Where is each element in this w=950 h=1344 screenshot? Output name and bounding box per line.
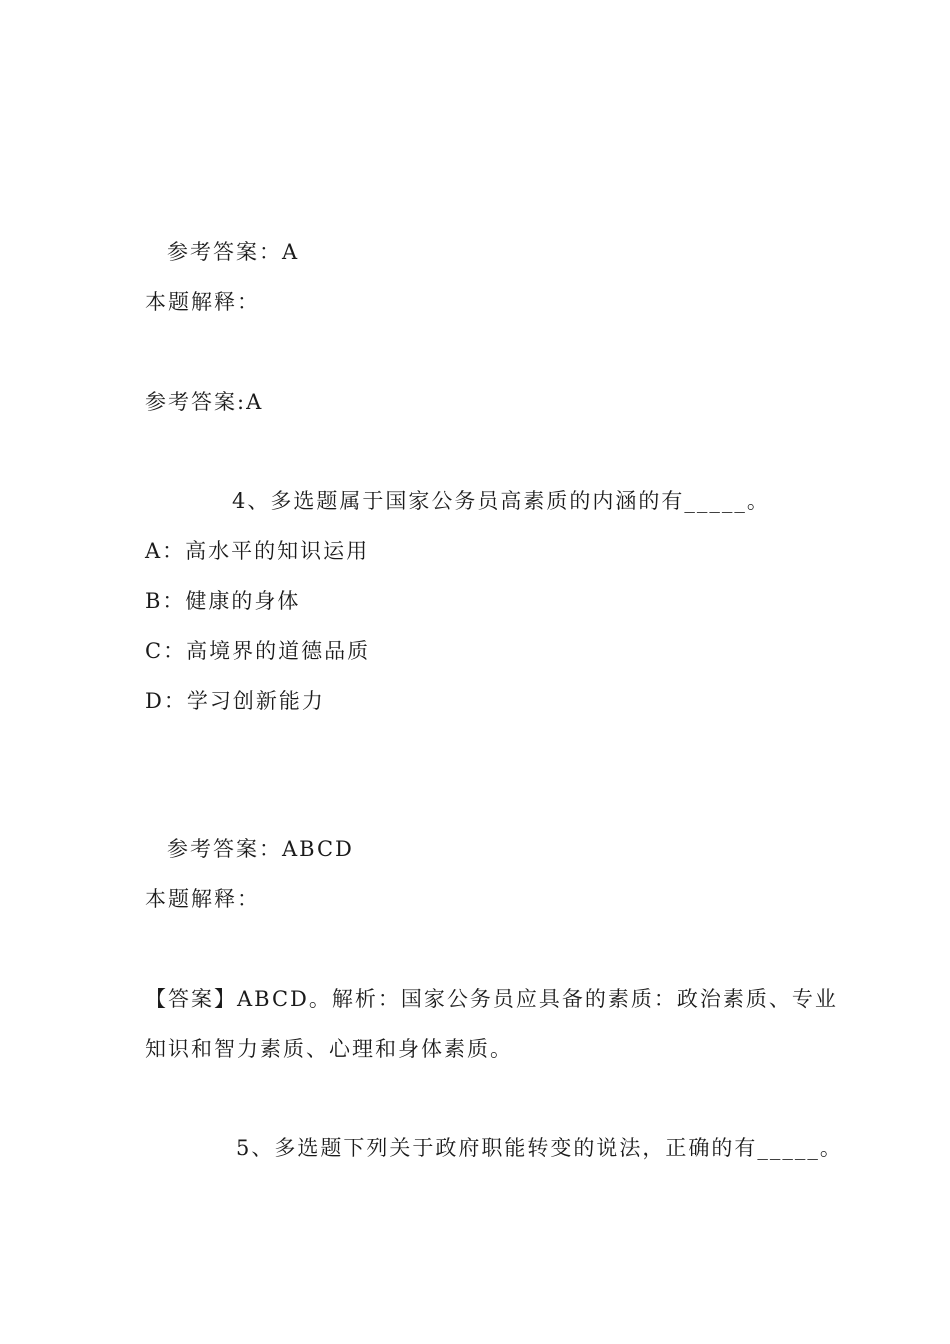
q4-option-a: A：高水平的知识运用 xyxy=(145,539,370,563)
q4-option-d: D：学习创新能力 xyxy=(145,689,325,713)
q4-explain-label: 本题解释： xyxy=(145,887,260,911)
q4-explanation-line-1: 【答案】ABCD。解析：国家公务员应具备的素质：政治素质、专业 xyxy=(145,987,838,1011)
q4-answer-line: 参考答案：ABCD xyxy=(167,837,354,861)
q5-question: 5、多选题下列关于政府职能转变的说法，正确的有_____。 xyxy=(236,1136,843,1160)
q4-option-b: B：健康的身体 xyxy=(145,589,301,613)
q4-question: 4、多选题属于国家公务员高素质的内涵的有_____。 xyxy=(232,489,770,513)
q3-explain-label: 本题解释： xyxy=(145,290,260,314)
q3-answer-inline: 参考答案:A xyxy=(145,390,264,414)
q4-explanation-line-2: 知识和智力素质、心理和身体素质。 xyxy=(145,1037,513,1061)
q4-option-c: C：高境界的道德品质 xyxy=(145,639,371,663)
q3-answer-line: 参考答案：A xyxy=(167,240,300,264)
